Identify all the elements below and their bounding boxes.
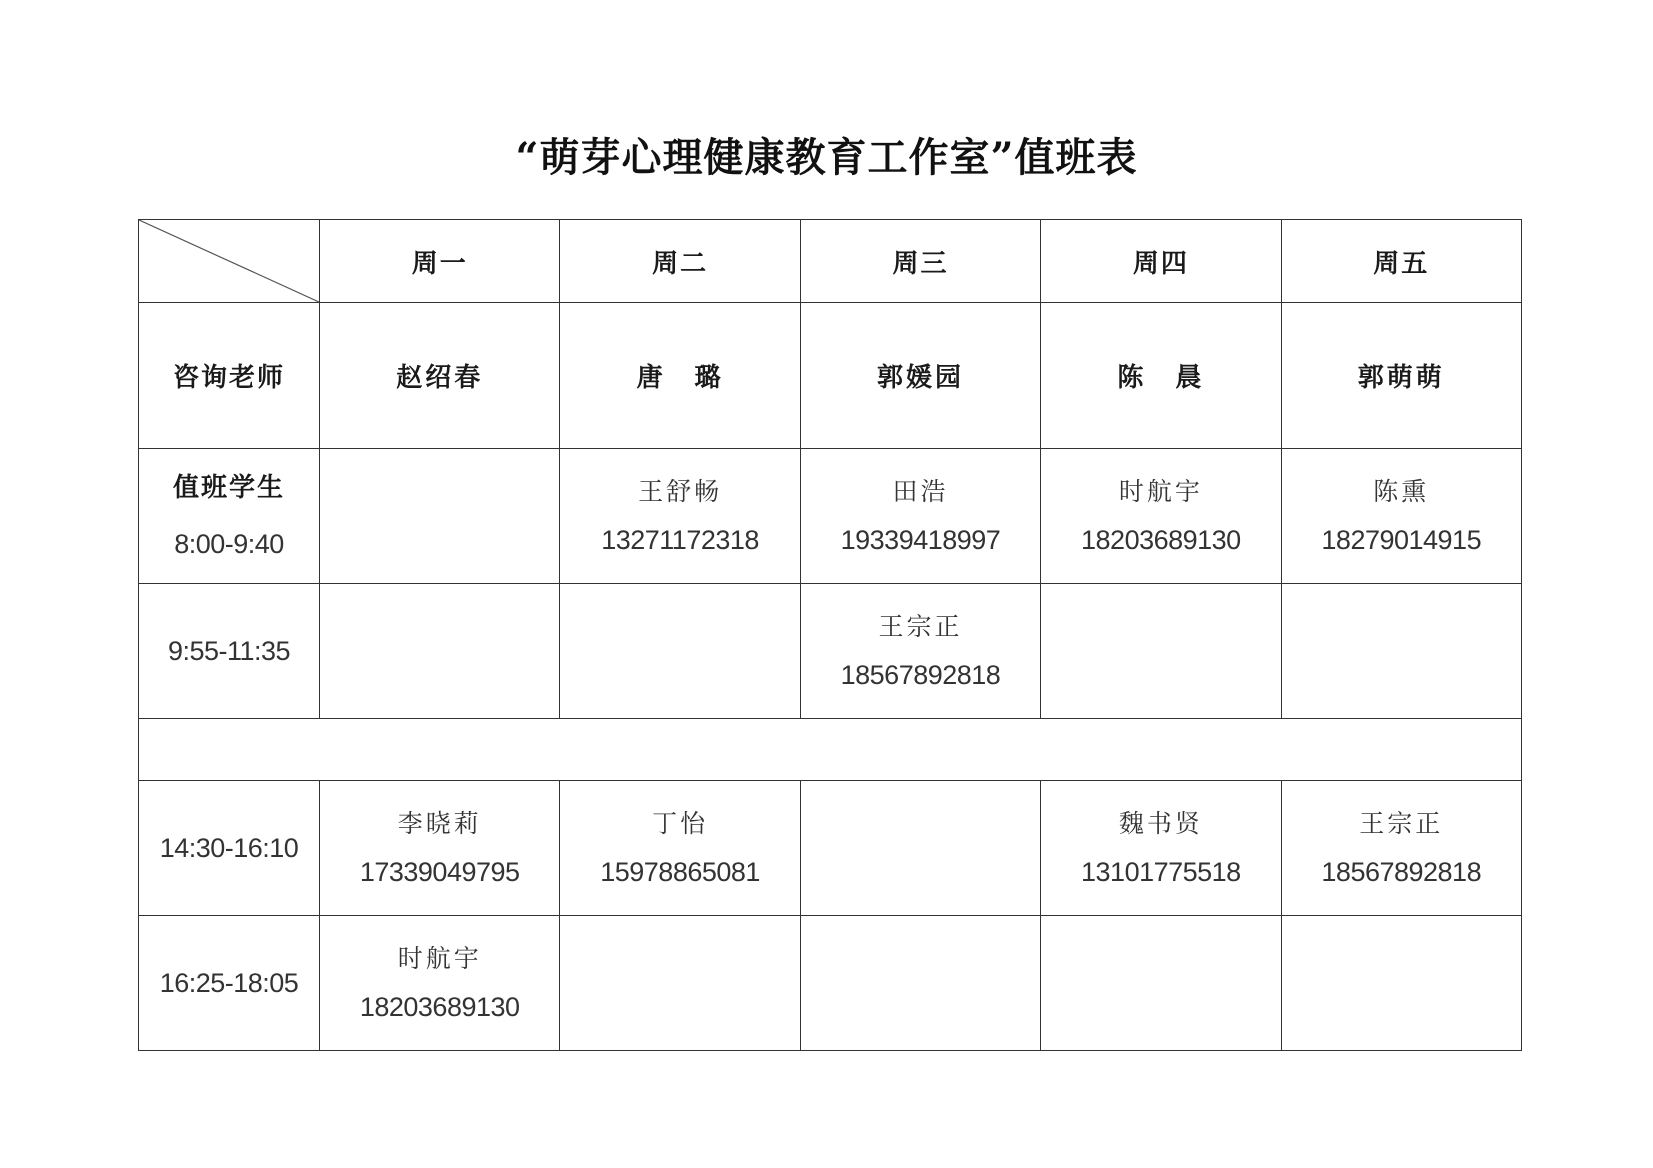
student-row-label-group	[139, 460, 319, 572]
teacher-row-label-cell	[139, 303, 320, 449]
slot-cell	[800, 449, 1040, 584]
teacher-row	[139, 303, 1522, 449]
slot-cell-empty	[1281, 916, 1521, 1051]
slot-cell	[1281, 781, 1521, 916]
student-name: 陈熏	[1373, 477, 1430, 506]
slot-label-cell	[139, 916, 320, 1051]
student-name: 时航宇	[1118, 477, 1203, 506]
student-phone: 18567892818	[1321, 857, 1482, 887]
student-name: 李晓莉	[397, 809, 482, 838]
student-phone: 18279014915	[1321, 525, 1482, 555]
student-name: 王宗正	[1359, 809, 1444, 838]
day-header-fri	[1281, 220, 1521, 303]
day-label: 周四	[1132, 248, 1189, 279]
student-name: 魏书贤	[1118, 809, 1203, 838]
student-name: 王宗正	[878, 612, 963, 641]
slot-time: 16:25-18:05	[159, 967, 299, 998]
diagonal-line	[139, 220, 319, 302]
student-phone: 15978865081	[600, 857, 760, 887]
teacher-name: 陈 晨	[1117, 363, 1205, 393]
teacher-name: 唐 璐	[636, 363, 724, 393]
slot-cell-empty	[560, 916, 800, 1051]
student-name: 时航宇	[397, 944, 482, 973]
teacher-name: 赵绍春	[396, 363, 484, 393]
slot-time: 8:00-9:40	[174, 529, 284, 559]
student-phone: 17339049795	[359, 857, 520, 887]
student-phone: 13101775518	[1081, 857, 1241, 887]
slot-cell-empty	[320, 584, 560, 719]
day-label: 周五	[1373, 248, 1430, 279]
page-title: “萌芽心理健康教育工作室”值班表	[515, 134, 1138, 181]
slot-cell-empty	[1041, 584, 1281, 719]
slot-row	[139, 916, 1522, 1051]
slot-cell	[800, 584, 1040, 719]
slot-cell-empty	[560, 584, 800, 719]
slot-time: 14:30-16:10	[159, 832, 299, 863]
slot-cell-empty	[800, 916, 1040, 1051]
teacher-name: 郭媛园	[876, 363, 964, 393]
teacher-cell	[1281, 303, 1521, 449]
slot-cell	[1281, 449, 1521, 584]
student-phone: 19339418997	[840, 525, 1001, 555]
teacher-cell	[1041, 303, 1281, 449]
slot-cell-empty	[320, 449, 560, 584]
student-phone: 18203689130	[359, 992, 520, 1022]
slot-cell	[1041, 449, 1281, 584]
slot-label-cell	[139, 584, 320, 719]
day-label: 周三	[892, 248, 949, 279]
slot-cell-empty	[800, 781, 1040, 916]
slot-cell-empty	[1041, 916, 1281, 1051]
student-phone: 18203689130	[1081, 525, 1241, 555]
slot-time: 9:55-11:35	[167, 635, 291, 666]
header-row	[139, 220, 1522, 303]
slot-cell	[320, 916, 560, 1051]
day-header-thu	[1041, 220, 1281, 303]
day-label: 周一	[411, 248, 468, 279]
slot-row	[139, 781, 1522, 916]
break-row	[139, 719, 1522, 781]
break-cell	[139, 719, 1522, 781]
teacher-cell	[320, 303, 560, 449]
slot-cell	[560, 449, 800, 584]
slot-cell	[320, 781, 560, 916]
day-header-wed	[800, 220, 1040, 303]
teacher-row-label: 咨询老师	[172, 363, 285, 393]
student-phone: 18567892818	[840, 660, 1001, 690]
slot-label-cell	[139, 781, 320, 916]
teacher-cell	[800, 303, 1040, 449]
student-name: 王舒畅	[638, 477, 723, 506]
day-header-mon	[320, 220, 560, 303]
teacher-name: 郭萌萌	[1357, 363, 1445, 393]
slot-row	[139, 584, 1522, 719]
student-row-label: 值班学生	[172, 473, 285, 503]
slot-label-cell	[139, 449, 320, 584]
teacher-cell	[560, 303, 800, 449]
student-name: 丁怡	[652, 809, 709, 838]
slot-cell	[1041, 781, 1281, 916]
slot-row	[139, 449, 1522, 584]
duty-schedule-table	[138, 219, 1522, 1051]
student-name: 田浩	[892, 477, 949, 506]
day-label: 周二	[652, 248, 709, 279]
slot-cell	[560, 781, 800, 916]
corner-diagonal-cell	[139, 220, 320, 303]
student-phone: 13271172318	[601, 525, 759, 555]
slot-cell-empty	[1281, 584, 1521, 719]
day-header-tue	[560, 220, 800, 303]
